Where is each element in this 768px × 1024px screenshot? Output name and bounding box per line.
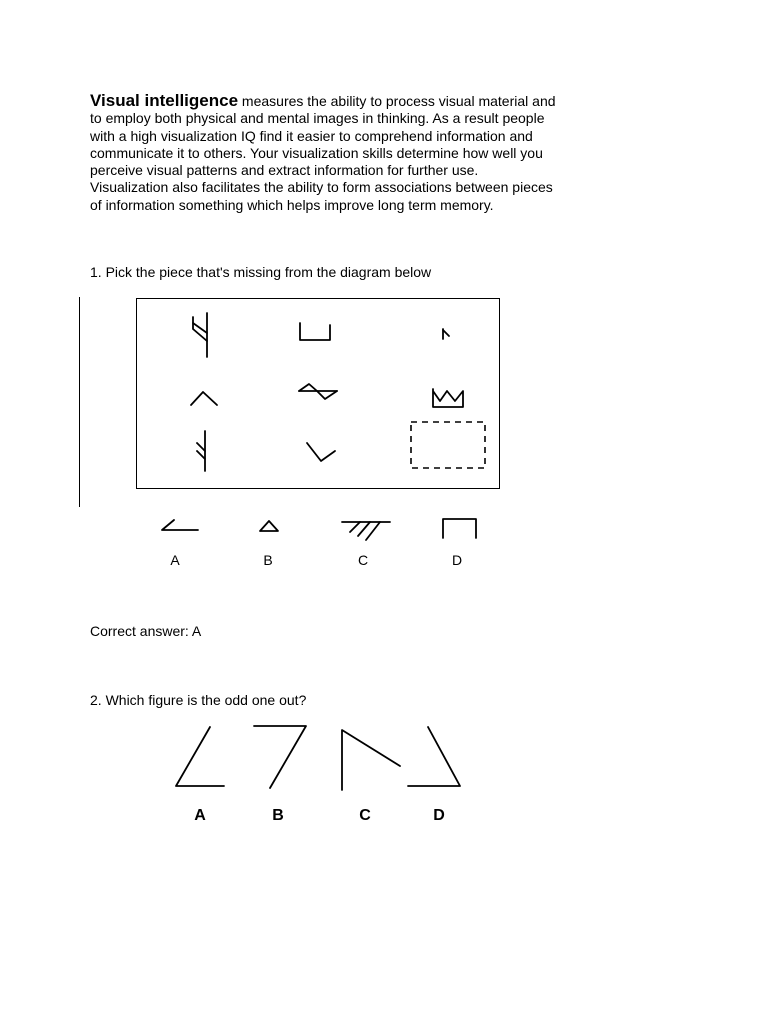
option-b-figure[interactable]: [256, 518, 282, 534]
figure-checkmark-icon: [305, 439, 337, 465]
margin-rule: [79, 297, 80, 507]
figure-wave-icon: [297, 381, 339, 401]
q2-option-a-label[interactable]: A: [194, 807, 206, 824]
option-d-label[interactable]: D: [451, 552, 463, 568]
q2-figure-a[interactable]: [172, 724, 228, 790]
intro-body: measures the ability to process visual material and to employ both physical and mental images in thinking. As a result people with a high visualization IQ find it easier to comprehend information and communicate it to others. Your visualization skills determine how well you perceive visual patterns and extract information for further use. Visualization also facilitates the ability to form associations between pieces of information something which helps improve long term memory.: [90, 93, 556, 213]
option-d-figure[interactable]: [440, 516, 480, 540]
q2-figure-c[interactable]: [338, 726, 404, 794]
figure-crown-icon: [431, 387, 465, 409]
option-c-label[interactable]: C: [357, 552, 369, 568]
missing-piece-slot: [409, 420, 487, 470]
q2-option-c-label[interactable]: C: [359, 807, 371, 824]
q2-figure-d[interactable]: [404, 724, 466, 790]
question-2-prompt: 2. Which figure is the odd one out?: [90, 692, 307, 708]
question-1-prompt: 1. Pick the piece that's missing from the diagram below: [90, 264, 432, 280]
option-a-figure[interactable]: [158, 518, 200, 534]
figure-cup-icon: [297, 321, 333, 343]
intro-heading: Visual intelligence: [90, 91, 239, 110]
option-a-label[interactable]: A: [170, 552, 180, 568]
question-1-answer: Correct answer: A: [90, 623, 202, 639]
q2-option-b-label[interactable]: B: [272, 807, 284, 824]
figure-pitchfork-icon: [187, 311, 217, 359]
option-b-label[interactable]: B: [263, 552, 273, 568]
q2-figure-b[interactable]: [250, 722, 310, 790]
option-c-figure[interactable]: [340, 516, 392, 542]
figure-branch-icon: [191, 429, 215, 473]
intro-paragraph: [90, 92, 560, 214]
puzzle-grid: [136, 298, 500, 489]
q2-option-d-label[interactable]: D: [433, 807, 445, 824]
figure-flag-icon: [440, 327, 452, 341]
figure-caret-icon: [189, 389, 219, 407]
